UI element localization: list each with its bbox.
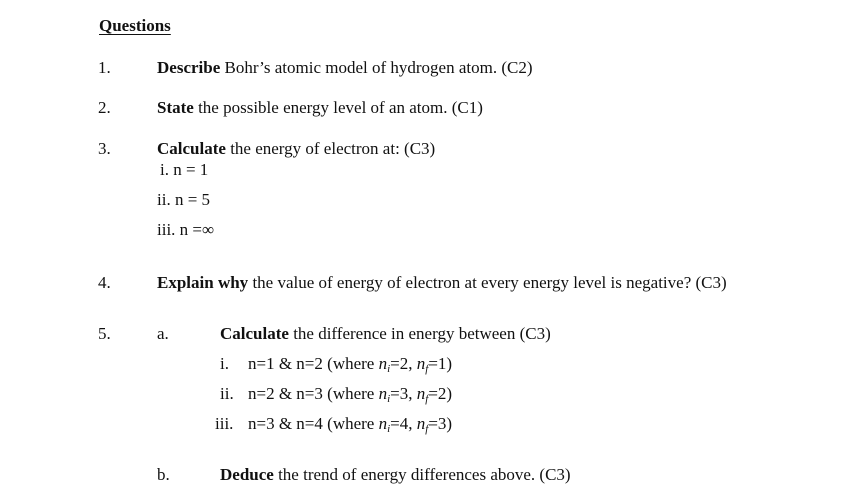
- question-3-number: 3.: [98, 139, 111, 158]
- question-3-text: [157, 139, 435, 159]
- question-2-rest: the possible energy level of an atom. (C1): [193, 98, 483, 117]
- question-2-keyword: State: [157, 98, 194, 117]
- item-pair: n=3 & n=4: [248, 414, 323, 433]
- n-i-symbol: $n_i$: [378, 384, 391, 405]
- item-pair: n=2 & n=3: [248, 384, 323, 403]
- item-ni-value: =3,: [390, 384, 417, 403]
- question-5b-rest: the trend of energy differences above. (C3): [273, 465, 571, 484]
- question-5a-item-1-roman: i.: [220, 354, 229, 373]
- question-5a-item-2: [248, 384, 452, 404]
- question-2-text: [157, 98, 483, 118]
- item-pair: n=1 & n=2: [248, 354, 323, 373]
- item-open: (where: [322, 414, 379, 433]
- question-5a-keyword: Calculate: [220, 324, 289, 343]
- question-5a-item-3: [248, 414, 452, 434]
- page-heading: Questions: [99, 16, 171, 35]
- item-nf-value: =1): [428, 354, 453, 373]
- n-i-symbol: $n_i$: [378, 354, 391, 375]
- question-5-number: 5.: [98, 324, 111, 343]
- question-5a-item-3-roman: iii.: [215, 414, 234, 433]
- question-1-text: [157, 58, 533, 78]
- item-nf-value: =2): [428, 384, 453, 403]
- n-f-symbol: $n_f$: [416, 384, 429, 405]
- question-1-keyword: Describe: [157, 58, 221, 77]
- n-i-symbol: $n_i$: [378, 414, 391, 435]
- n-f-symbol: $n_f$: [416, 354, 429, 375]
- question-5b-label: b.: [157, 465, 170, 484]
- question-3-sub-iii: iii. n =∞: [157, 220, 215, 239]
- question-2-number: 2.: [98, 98, 111, 117]
- question-1-rest: Bohr’s atomic model of hydrogen atom. (C2): [220, 58, 533, 77]
- question-4-text: [157, 273, 727, 293]
- question-5a-label: a.: [157, 324, 169, 343]
- question-3-rest: the energy of electron at: (C3): [225, 139, 436, 158]
- item-nf-value: =3): [428, 414, 453, 433]
- question-4-keyword: Explain why: [157, 273, 249, 292]
- question-3-keyword: Calculate: [157, 139, 226, 158]
- item-ni-value: =4,: [390, 414, 417, 433]
- question-4-rest: the value of energy of electron at every energy level is negative? (C3): [248, 273, 727, 292]
- item-open: (where: [322, 354, 379, 373]
- item-open: (where: [322, 384, 379, 403]
- item-ni-value: =2,: [390, 354, 417, 373]
- question-5a-rest: the difference in energy between (C3): [288, 324, 551, 343]
- question-1-number: 1.: [98, 58, 111, 77]
- question-5b-keyword: Deduce: [220, 465, 274, 484]
- question-5a-item-1: [248, 354, 452, 374]
- n-f-symbol: $n_f$: [416, 414, 429, 435]
- question-4-number: 4.: [98, 273, 111, 292]
- question-5a-item-2-roman: ii.: [220, 384, 234, 403]
- question-3-sub-ii: ii. n = 5: [157, 190, 211, 209]
- question-5a-text: [220, 324, 551, 344]
- question-3-sub-i: i. n = 1: [160, 160, 209, 179]
- question-5b-text: [220, 465, 571, 485]
